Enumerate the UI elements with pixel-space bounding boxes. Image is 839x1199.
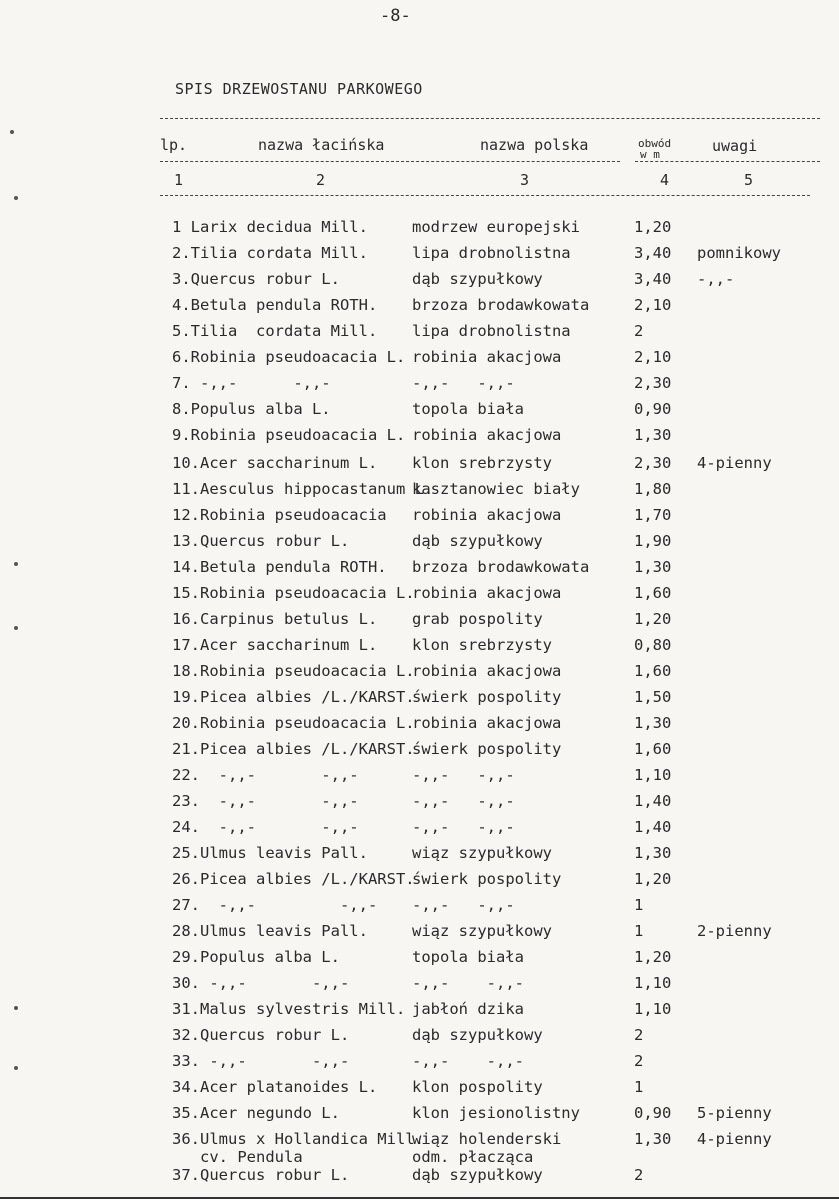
polish-name-cell: dąb szypułkowy [412, 532, 543, 550]
scan-mark [14, 196, 18, 200]
circumference-cell: 1,10 [634, 1000, 672, 1018]
polish-name-cell: robinia akacjowa [412, 662, 562, 680]
page-number: -8- [380, 6, 411, 26]
circumference-cell: 2,30 [634, 374, 672, 392]
divider-header-left [160, 161, 620, 162]
circumference-cell: 0,90 [634, 1104, 672, 1122]
circumference-cell: 1,30 [634, 844, 672, 862]
polish-name-cell: dąb szypułkowy [412, 1166, 543, 1184]
latin-name-cell: 27. -,,- -,,- [172, 896, 378, 914]
scan-mark [14, 562, 18, 566]
circumference-cell: 1 [634, 922, 644, 940]
latin-name-cell: 7. -,,- -,,- [172, 374, 331, 392]
latin-name-cell: 19.Picea albies /L./KARST. [172, 688, 415, 706]
circumference-cell: 1,30 [634, 426, 672, 444]
polish-name-cell: wiąz szypułkowy [412, 922, 552, 940]
polish-name-cell: -,,- -,,- [412, 974, 524, 992]
notes-cell: 4-pienny [697, 454, 772, 472]
polish-name-cell: lipa drobnolistna [412, 244, 571, 262]
latin-name-cell: 21.Picea albies /L./KARST. [172, 740, 415, 758]
header-circumference-unit: w m [640, 148, 660, 161]
column-number-3: 3 [520, 171, 530, 189]
latin-name-cell: 14.Betula pendula ROTH. [172, 558, 387, 576]
polish-name-cell: odm. płacząca [412, 1148, 534, 1166]
divider-column-numbers [160, 195, 810, 196]
latin-name-cell: 28.Ulmus leavis Pall. [172, 922, 368, 940]
circumference-cell: 1,20 [634, 218, 672, 236]
circumference-cell: 2,10 [634, 348, 672, 366]
polish-name-cell: klon jesionolistny [412, 1104, 580, 1122]
polish-name-cell: -,,- -,,- [412, 1052, 524, 1070]
notes-cell: 2-pienny [697, 922, 772, 940]
latin-name-cell: 16.Carpinus betulus L. [172, 610, 378, 628]
latin-name-cell: 37.Quercus robur L. [172, 1166, 350, 1184]
header-polish-name: nazwa polska [480, 136, 589, 154]
circumference-cell: 2 [634, 322, 644, 340]
scan-mark [14, 1006, 18, 1010]
document-title: SPIS DRZEWOSTANU PARKOWEGO [175, 80, 423, 98]
polish-name-cell: świerk pospolity [412, 740, 562, 758]
polish-name-cell: -,,- -,,- [412, 374, 515, 392]
polish-name-cell: robinia akacjowa [412, 506, 562, 524]
latin-name-cell: 1 Larix decidua Mill. [172, 218, 368, 236]
polish-name-cell: topola biała [412, 948, 524, 966]
circumference-cell: 1,70 [634, 506, 672, 524]
latin-name-cell: 35.Acer negundo L. [172, 1104, 340, 1122]
circumference-cell: 1 [634, 896, 644, 914]
polish-name-cell: robinia akacjowa [412, 426, 562, 444]
circumference-cell: 1,10 [634, 766, 672, 784]
latin-name-cell: 8.Populus alba L. [172, 400, 331, 418]
polish-name-cell: lipa drobnolistna [412, 322, 571, 340]
polish-name-cell: modrzew europejski [412, 218, 580, 236]
circumference-cell: 1,20 [634, 870, 672, 888]
latin-name-cell: 30. -,,- -,,- [172, 974, 350, 992]
latin-name-cell: 4.Betula pendula ROTH. [172, 296, 378, 314]
polish-name-cell: dąb szypułkowy [412, 1026, 543, 1044]
polish-name-cell: brzoza brodawkowata [412, 296, 590, 314]
circumference-cell: 1,80 [634, 480, 672, 498]
latin-name-cell: cv. Pendula [172, 1148, 303, 1166]
polish-name-cell: wiąz szypułkowy [412, 844, 552, 862]
notes-cell: pomnikowy [697, 244, 781, 262]
polish-name-cell: topola biała [412, 400, 524, 418]
latin-name-cell: 17.Acer saccharinum L. [172, 636, 378, 654]
header-circumference: obwód [638, 137, 672, 150]
latin-name-cell: 31.Malus sylvestris Mill. [172, 1000, 406, 1018]
polish-name-cell: jabłoń dzika [412, 1000, 524, 1018]
latin-name-cell: 22. -,,- -,,- [172, 766, 359, 784]
notes-cell: 5-pienny [697, 1104, 772, 1122]
polish-name-cell: kasztanowiec biały [412, 480, 580, 498]
circumference-cell: 0,90 [634, 400, 672, 418]
circumference-cell: 1,50 [634, 688, 672, 706]
latin-name-cell: 34.Acer platanoides L. [172, 1078, 378, 1096]
polish-name-cell: brzoza brodawkowata [412, 558, 590, 576]
circumference-cell: 1 [634, 1078, 644, 1096]
latin-name-cell: 32.Quercus robur L. [172, 1026, 350, 1044]
circumference-cell: 2 [634, 1052, 644, 1070]
circumference-cell: 1,20 [634, 948, 672, 966]
circumference-cell: 3,40 [634, 244, 672, 262]
latin-name-cell: 12.Robinia pseudoacacia [172, 506, 387, 524]
divider-top [160, 118, 820, 119]
column-number-2: 2 [316, 171, 326, 189]
latin-name-cell: 10.Acer saccharinum L. [172, 454, 378, 472]
polish-name-cell: -,,- -,,- [412, 896, 515, 914]
header-lp: lp. [160, 136, 188, 154]
circumference-cell: 1,60 [634, 584, 672, 602]
polish-name-cell: grab pospolity [412, 610, 543, 628]
latin-name-cell: 26.Picea albies /L./KARST. [172, 870, 415, 888]
latin-name-cell: 36.Ulmus x Hollandica Mill. [172, 1130, 424, 1148]
circumference-cell: 1,30 [634, 1130, 672, 1148]
circumference-cell: 1,30 [634, 558, 672, 576]
polish-name-cell: -,,- -,,- [412, 818, 515, 836]
column-number-5: 5 [744, 171, 754, 189]
circumference-cell: 1,40 [634, 818, 672, 836]
circumference-cell: 1,60 [634, 662, 672, 680]
polish-name-cell: klon srebrzysty [412, 454, 552, 472]
latin-name-cell: 3.Quercus robur L. [172, 270, 340, 288]
polish-name-cell: wiąz holenderski [412, 1130, 562, 1148]
circumference-cell: 1,40 [634, 792, 672, 810]
circumference-cell: 1,30 [634, 714, 672, 732]
circumference-cell: 2 [634, 1026, 644, 1044]
polish-name-cell: dąb szypułkowy [412, 270, 543, 288]
latin-name-cell: 5.Tilia cordata Mill. [172, 322, 378, 340]
latin-name-cell: 15.Robinia pseudoacacia L. [172, 584, 415, 602]
latin-name-cell: 23. -,,- -,,- [172, 792, 359, 810]
circumference-cell: 2,30 [634, 454, 672, 472]
circumference-cell: 0,80 [634, 636, 672, 654]
polish-name-cell: świerk pospolity [412, 870, 562, 888]
circumference-cell: 1,60 [634, 740, 672, 758]
scan-mark [10, 130, 14, 134]
latin-name-cell: 29.Populus alba L. [172, 948, 340, 966]
scan-mark [14, 626, 18, 630]
latin-name-cell: 20.Robinia pseudoacacia L. [172, 714, 415, 732]
circumference-cell: 1,10 [634, 974, 672, 992]
polish-name-cell: robinia akacjowa [412, 584, 562, 602]
latin-name-cell: 9.Robinia pseudoacacia L. [172, 426, 406, 444]
latin-name-cell: 33. -,,- -,,- [172, 1052, 350, 1070]
notes-cell: -,,- [697, 270, 735, 288]
latin-name-cell: 11.Aesculus hippocastanum L. [172, 480, 434, 498]
latin-name-cell: 18.Robinia pseudoacacia L. [172, 662, 415, 680]
divider-header-right [635, 161, 820, 162]
header-latin-name: nazwa łacińska [258, 136, 385, 154]
circumference-cell: 2,10 [634, 296, 672, 314]
scan-mark [14, 1066, 18, 1070]
polish-name-cell: klon srebrzysty [412, 636, 552, 654]
polish-name-cell: -,,- -,,- [412, 766, 515, 784]
circumference-cell: 1,20 [634, 610, 672, 628]
latin-name-cell: 2.Tilia cordata Mill. [172, 244, 368, 262]
latin-name-cell: 13.Quercus robur L. [172, 532, 350, 550]
latin-name-cell: 25.Ulmus leavis Pall. [172, 844, 368, 862]
circumference-cell: 3,40 [634, 270, 672, 288]
notes-cell: 4-pienny [697, 1130, 772, 1148]
polish-name-cell: klon pospolity [412, 1078, 543, 1096]
circumference-cell: 1,90 [634, 532, 672, 550]
latin-name-cell: 6.Robinia pseudoacacia L. [172, 348, 406, 366]
polish-name-cell: robinia akacjowa [412, 714, 562, 732]
polish-name-cell: świerk pospolity [412, 688, 562, 706]
circumference-cell: 2 [634, 1166, 644, 1184]
polish-name-cell: robinia akacjowa [412, 348, 562, 366]
header-notes: uwagi [712, 137, 758, 155]
polish-name-cell: -,,- -,,- [412, 792, 515, 810]
latin-name-cell: 24. -,,- -,,- [172, 818, 359, 836]
column-number-4: 4 [660, 171, 670, 189]
column-number-1: 1 [174, 171, 184, 189]
